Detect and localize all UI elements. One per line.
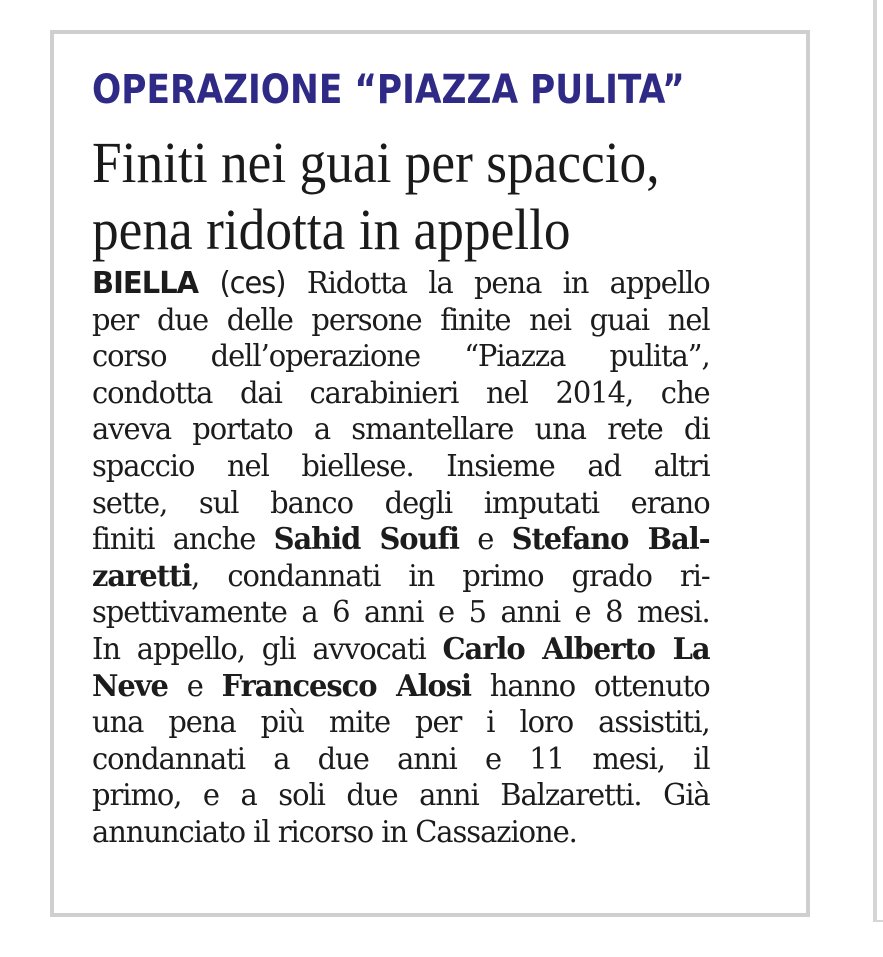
byline: (ces): [219, 266, 286, 301]
body-line: [92, 522, 710, 559]
body-text-run: una pena più mite per i loro assistiti,: [92, 705, 710, 741]
body-text-run: condotta dai carabinieri nel 2014, che: [92, 375, 710, 411]
body-text-run: spettivamente a 6 anni e 5 anni e 8 mesi.: [92, 595, 710, 631]
dateline: BIELLA: [92, 266, 199, 301]
body-text-run: corso dell’operazione “Piazza pulita”,: [92, 339, 710, 375]
person-name: Francesco Alosi: [221, 668, 471, 704]
body-line: [92, 376, 710, 413]
adjacent-column-edge-corner: [873, 920, 883, 922]
person-name: Sahid Soufi: [273, 522, 459, 558]
headline-line: Finiti nei guai per spaccio,: [92, 130, 660, 195]
person-name: zaretti: [92, 558, 192, 594]
person-name: Neve: [92, 668, 168, 704]
body-line: [92, 449, 710, 486]
article-body: [92, 266, 732, 852]
body-line: [92, 815, 710, 852]
body-line: [92, 705, 710, 742]
body-text-run: spaccio nel biellese. Insieme ad altri: [92, 448, 710, 484]
body-text-run: per due delle persone finite nei guai nel: [92, 302, 710, 338]
body-line: [92, 303, 710, 340]
body-line: [92, 778, 710, 815]
body-text-run: e: [167, 668, 222, 704]
body-line: [92, 742, 710, 779]
body-text-run: hanno ottenuto: [470, 668, 710, 704]
body-text-run: In appello, gli avvocati: [92, 631, 443, 667]
body-text-run: condannati a due anni e 11 mesi, il: [92, 741, 710, 777]
body-text-run: sette, sul banco degli imputati erano: [92, 485, 710, 521]
article-kicker: OPERAZIONE “PIAZZA PULITA”: [92, 67, 685, 113]
body-line: [92, 669, 710, 706]
body-line: [92, 595, 710, 632]
body-text-run: finiti anche: [92, 522, 274, 558]
person-name: Carlo Alberto La: [442, 631, 710, 667]
person-name: Stefano Bal-: [511, 522, 710, 558]
body-text-run: primo, e a soli due anni Balzaretti. Già: [92, 778, 710, 814]
body-text-run: Ridotta la pena in appello: [306, 266, 710, 301]
body-text-run: annunciato il ricorso in Cassazione.: [92, 814, 577, 850]
body-text-run: e: [458, 522, 512, 558]
adjacent-column-edge: [873, 0, 877, 920]
body-text-run: , condannati in primo grado ri-: [191, 558, 710, 594]
body-line: [92, 632, 710, 669]
headline-line: pena ridotta in appello: [92, 197, 571, 262]
body-text-run: aveva portato a smantellare una rete di: [92, 412, 710, 448]
body-line: [92, 412, 710, 449]
body-line: [92, 486, 710, 523]
article-headline: [92, 129, 764, 263]
body-line: [92, 266, 710, 303]
body-line: [92, 559, 710, 596]
body-line: [92, 339, 710, 376]
